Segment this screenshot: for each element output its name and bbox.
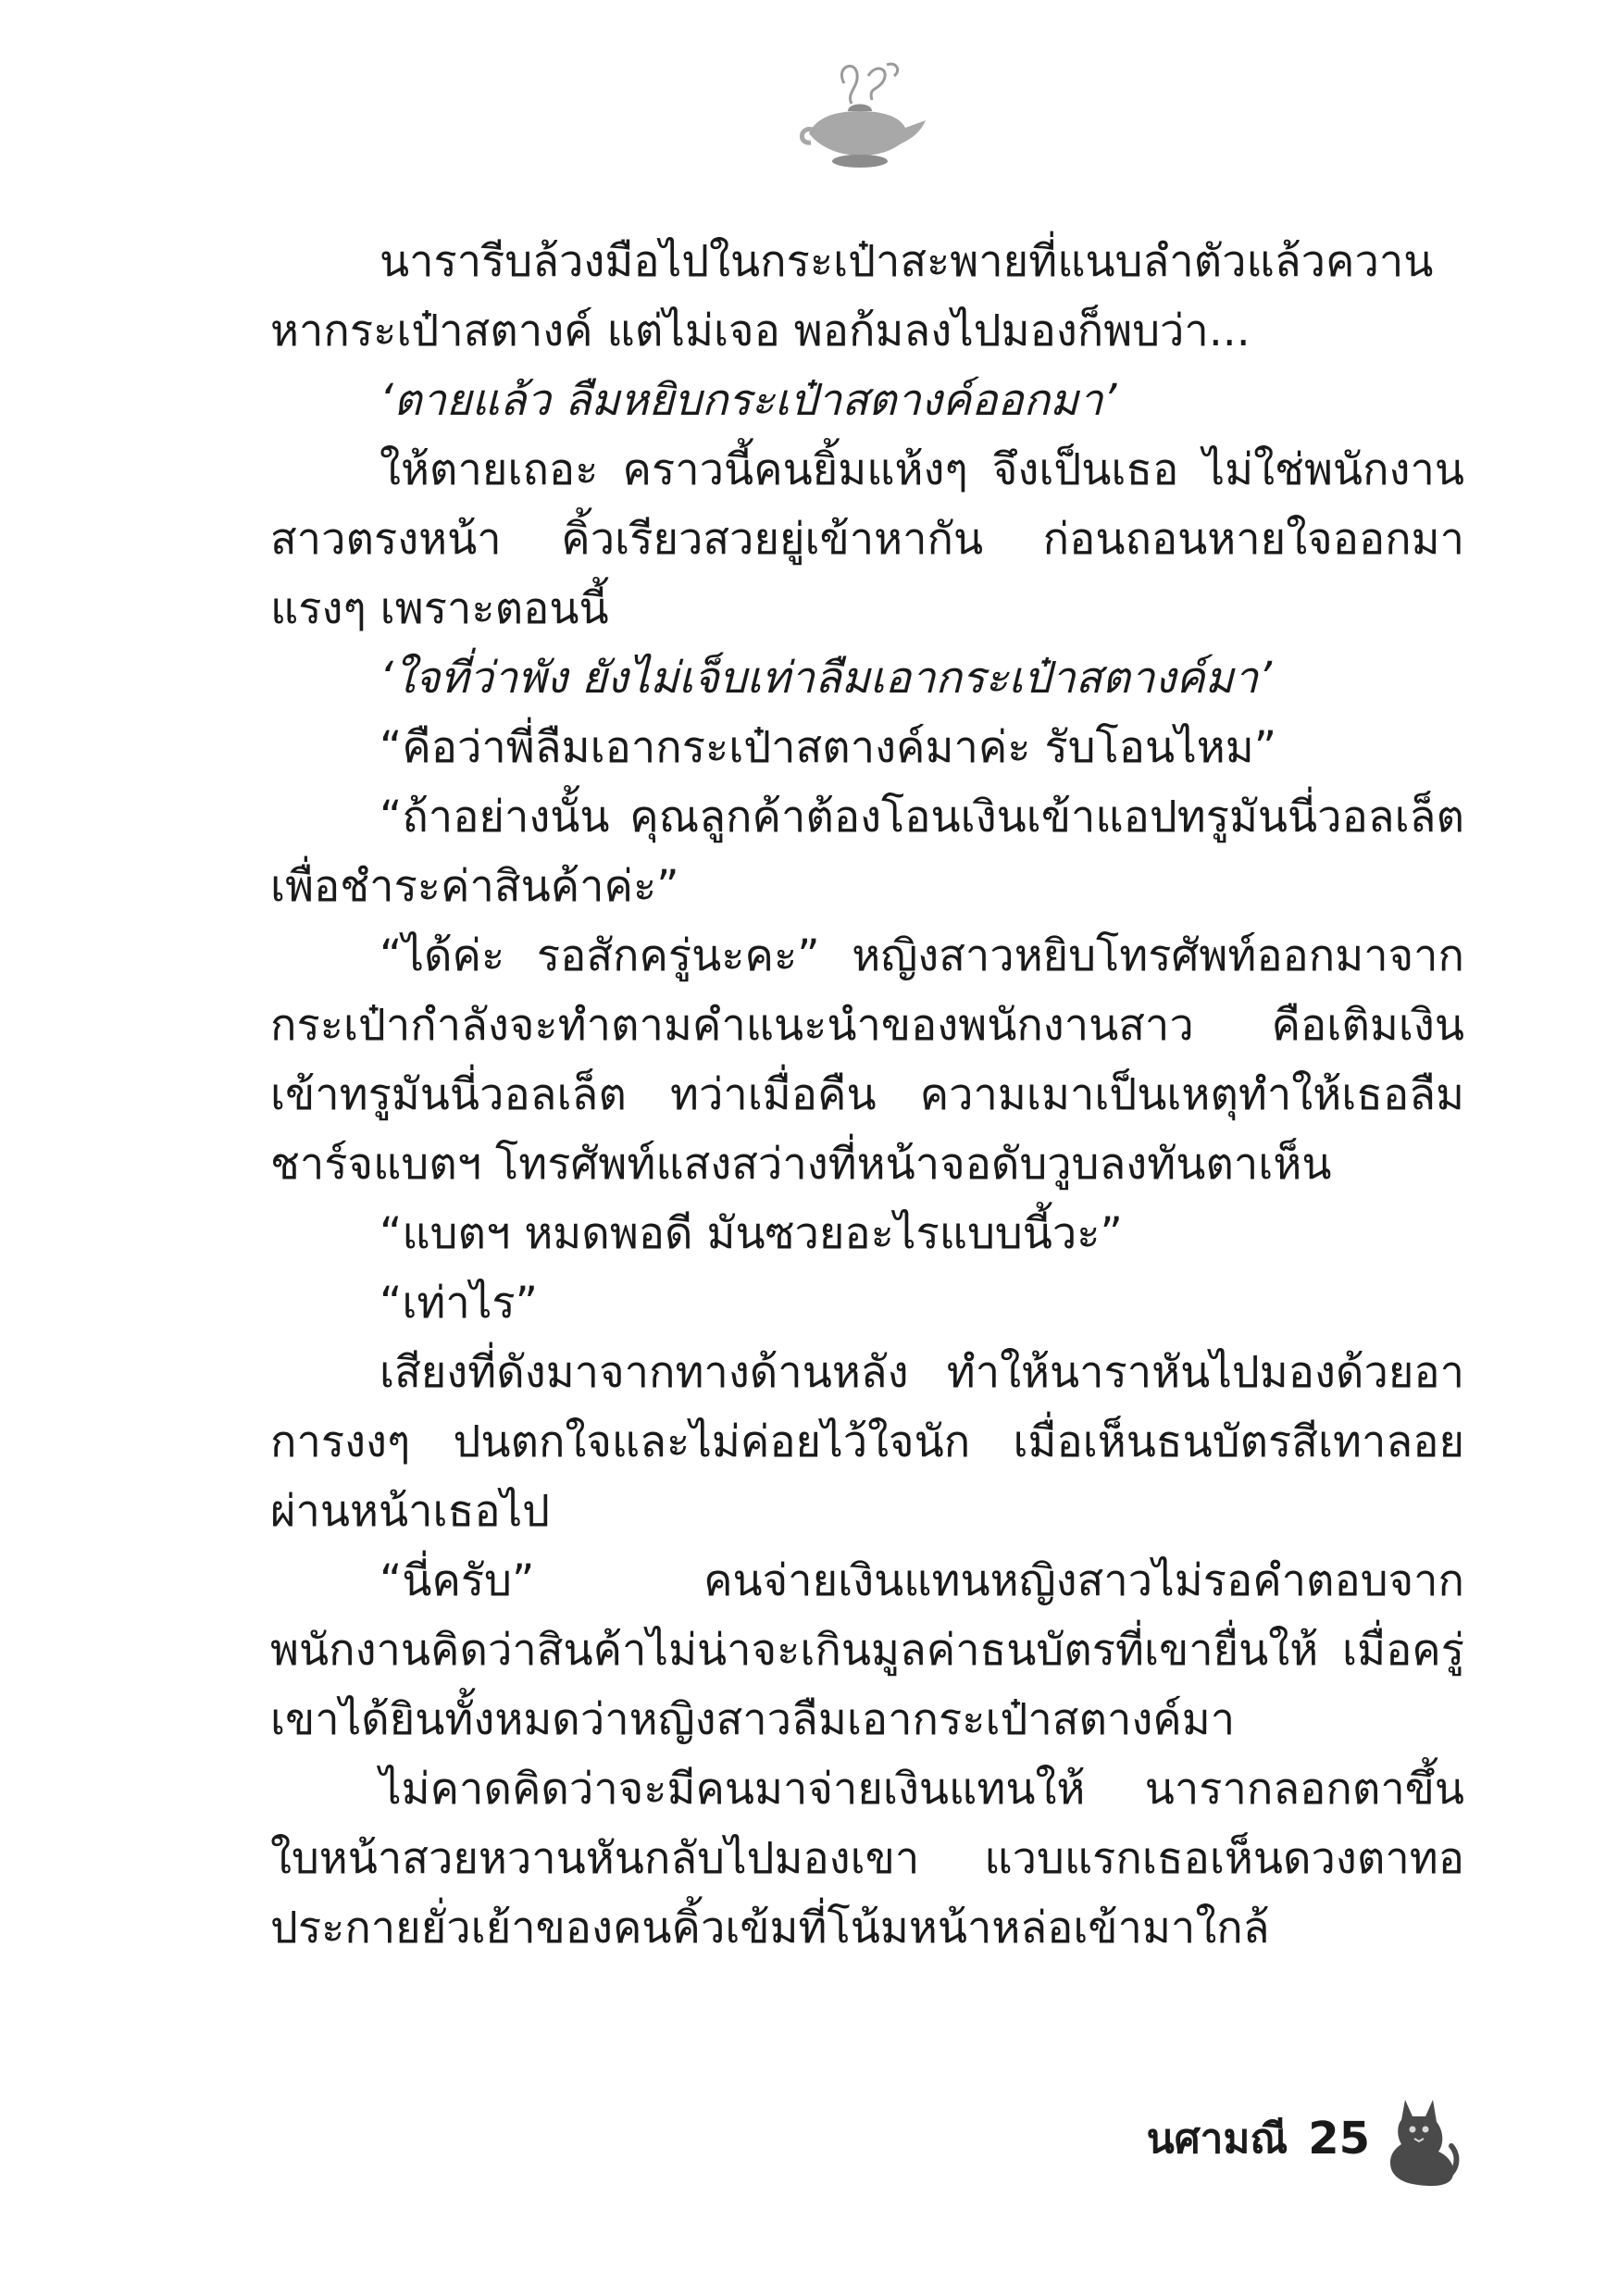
paragraph: “ถ้าอย่างนั้น คุณลูกค้าต้องโอนเงินเข้าแอปทรูมันนี่วอลเล็ตเพื่อชำระค่าสินค้าค่ะ” xyxy=(270,792,1464,912)
paragraph: “ได้ค่ะ รอสักครู่นะคะ” หญิงสาวหยิบโทรศัพท์ออกมาจากกระเป๋ากำลังจะทำตามคำแนะนำของพนักงานสาว คือเติมเงินเข้าทรูมันนี่วอลเล็ต ทว่าเมื่อคืน ความเมาเป็นเหตุทำให้เธอลืมชาร์จแบตฯ โทรศัพท์แสงสว่างที่หน้าจอดับวูบลงทันตาเห็น xyxy=(270,930,1464,1190)
body-text xyxy=(270,227,1464,1963)
paragraph: “เท่าไร” xyxy=(380,1278,539,1329)
paragraph-italic: ‘ตายแล้ว ลืมหยิบกระเป๋าสตางค์ออกมา’ xyxy=(380,375,1117,426)
paragraph: “แบตฯ หมดพอดี มันซวยอะไรแบบนี้วะ” xyxy=(380,1208,1123,1259)
paragraph-italic: ‘ใจที่ว่าพัง ยังไม่เจ็บเท่าลืมเอากระเป๋าสตางค์มา’ xyxy=(380,653,1273,704)
paragraph: “นี่ครับ” คนจ่ายเงินแทนหญิงสาวไม่รอคำตอบจากพนักงานคิดว่าสินค้าไม่น่าจะเกินมูลค่าธนบัตรที่เขายื่นให้ เมื่อครู่ เขาได้ยินทั้งหมดว่าหญิงสาวลืมเอากระเป๋าสตางค์มา xyxy=(270,1555,1464,1745)
cat-icon xyxy=(1377,2090,1461,2188)
author-name: นศามณี xyxy=(1146,2115,1288,2163)
paragraph: ให้ตายเถอะ คราวนี้คนยิ้มแห้งๆ จึงเป็นเธอ ไม่ใช่พนักงานสาวตรงหน้า คิ้วเรียวสวยยู่เข้าหากัน ก่อนถอนหายใจออกมาแรงๆ เพราะตอนนี้ xyxy=(270,444,1464,634)
paragraph: นารารีบล้วงมือไปในกระเป๋าสะพายที่แนบลำตัวแล้วควานหากระเป๋าสตางค์ แต่ไม่เจอ พอก้มลงไปมองก็พบว่า... xyxy=(270,236,1434,356)
page-footer xyxy=(1147,2088,1461,2190)
genie-lamp-ornament-icon xyxy=(790,56,929,176)
page-number: 25 xyxy=(1308,2113,1370,2165)
paragraph: เสียงที่ดังมาจากทางด้านหลัง ทำให้นาราหันไปมองด้วยอาการงงๆ ปนตกใจและไม่ค่อยไว้ใจนัก เมื่อเห็นธนบัตรสีเทาลอยผ่านหน้าเธอไป xyxy=(270,1347,1464,1537)
paragraph: “คือว่าพี่ลืมเอากระเป๋าสตางค์มาค่ะ รับโอนไหม” xyxy=(380,722,1277,773)
paragraph: ไม่คาดคิดว่าจะมีคนมาจ่ายเงินแทนให้ นารากลอกตาขึ้น ใบหน้าสวยหวานหันกลับไปมองเขา แวบแรกเธอเห็นดวงตาทอประกายยั่วเย้าของคนคิ้วเข้มที่โน้มหน้าหล่อเข้ามาใกล้ xyxy=(270,1764,1464,1953)
